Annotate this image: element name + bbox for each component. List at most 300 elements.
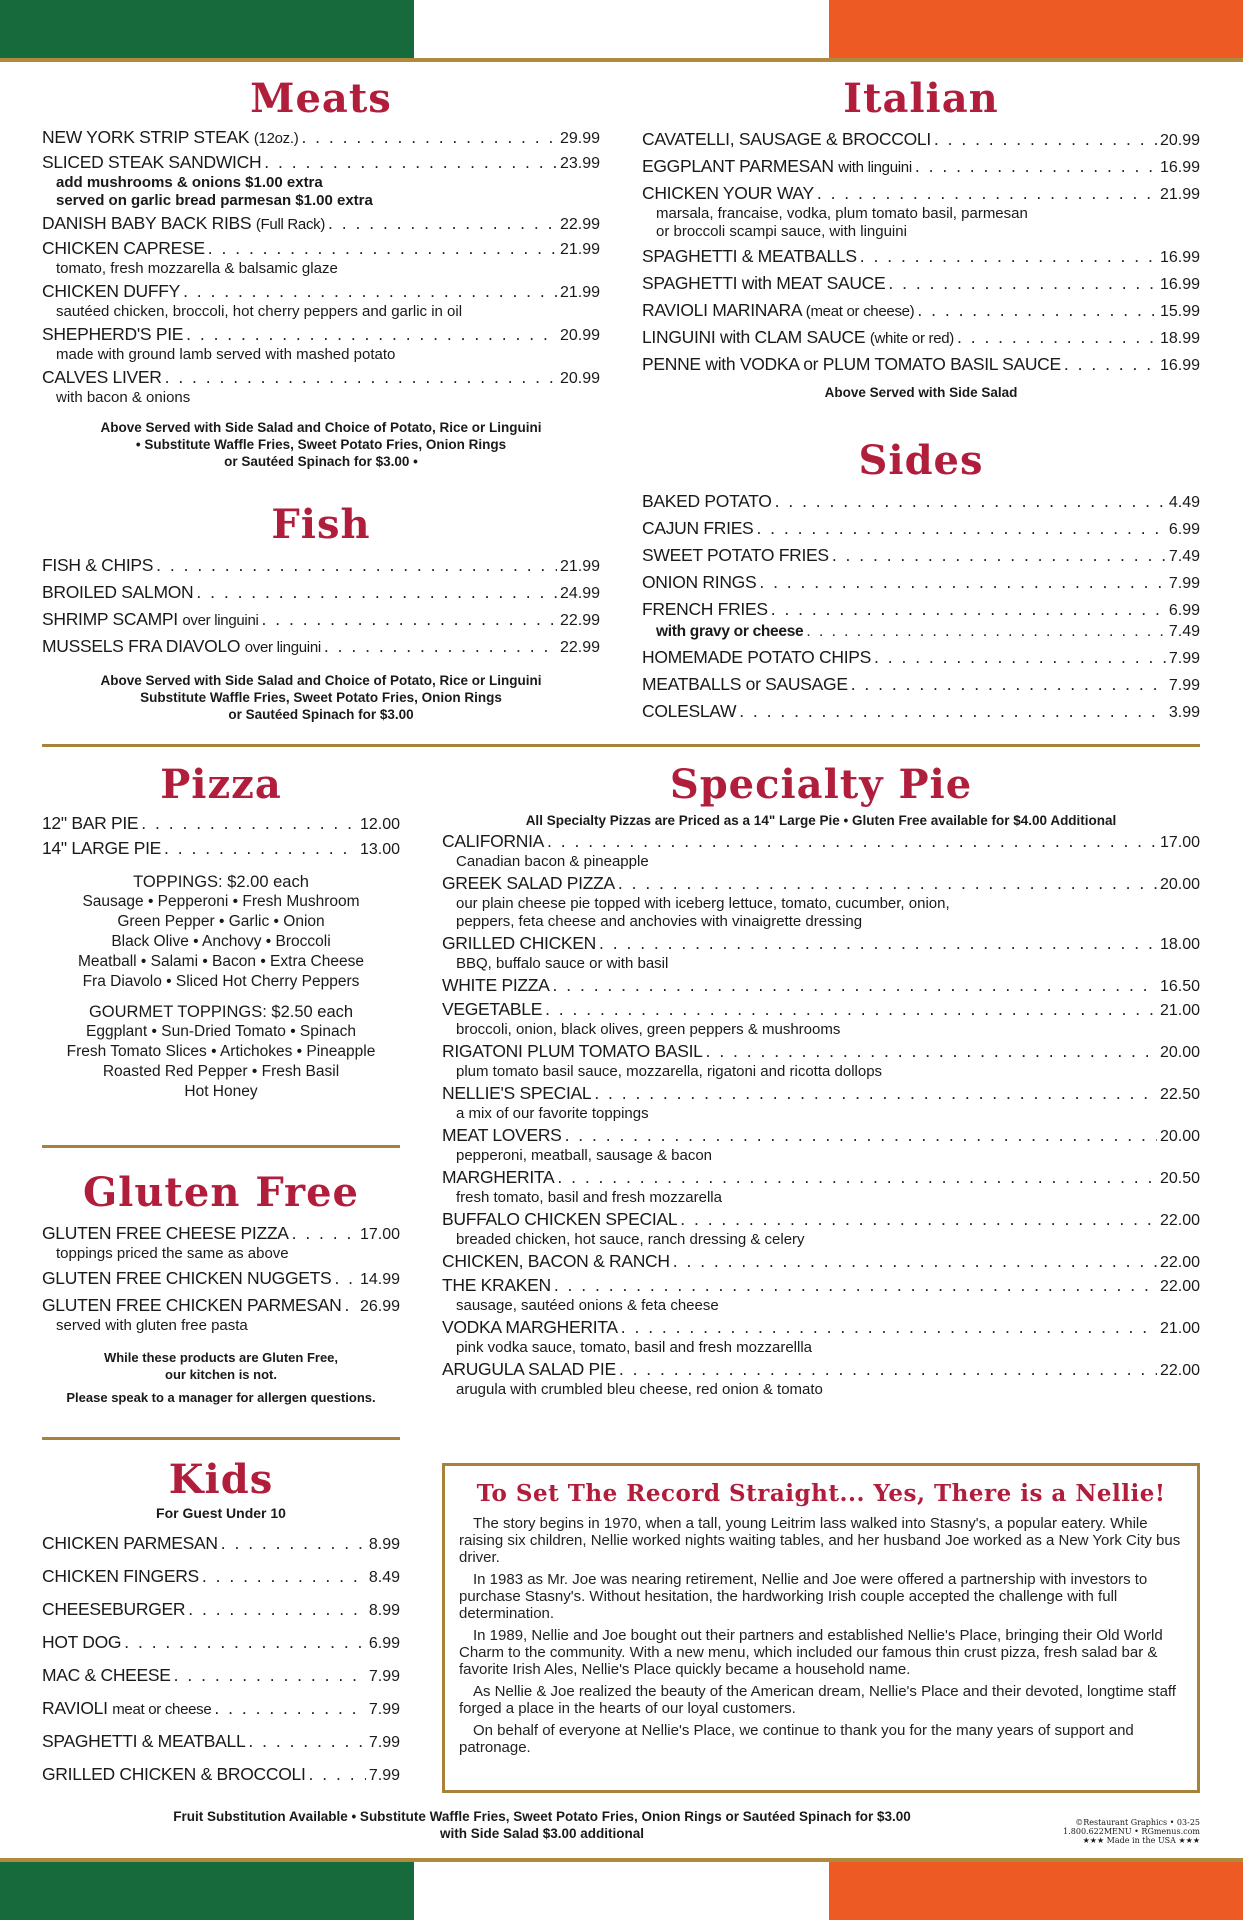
item-price: 16.99 [1159,159,1200,176]
item-name-text: GRILLED CHICKEN & BROCCOLI [42,1764,306,1784]
item-note: (Full Rack) [255,216,326,233]
item-name-text: 12" BAR PIE [42,813,139,833]
item-name [642,647,871,668]
item-price: 24.99 [559,585,600,602]
item-price: 20.99 [1159,132,1200,149]
text-line: • Substitute Waffle Fries, Sweet Potato Fries, Onion Rings [135,437,507,452]
dot-leader [771,599,1166,620]
item-price: 6.99 [1168,602,1200,619]
item-price: 20.00 [1159,1044,1200,1061]
dot-leader [264,152,557,173]
item-price: 22.50 [1159,1086,1200,1103]
menu-item [42,213,600,235]
text-line: or Sautéed Spinach for $3.00 [228,707,414,722]
item-name [642,183,814,204]
menu-item [442,1209,1200,1231]
text-line: Above Served with Side Salad and Choice of Potato, Rice or Linguini [100,420,542,435]
item-name-text: HOMEMADE POTATO CHIPS [642,647,872,667]
sides-section [642,436,1200,723]
item-name [42,1268,331,1289]
item-name [442,873,615,894]
item-name-text: RAVIOLI [42,1698,108,1718]
menu-item [42,1268,400,1290]
menu-item [42,324,600,346]
dot-leader [759,572,1166,593]
gourmet-label: GOURMET TOPPINGS: [88,1003,267,1021]
item-name [442,1359,616,1380]
toppings-list [42,892,400,992]
dot-leader [301,127,557,148]
item-price: 14.99 [359,1271,400,1288]
flag-banner-bottom [0,1858,1243,1920]
menu-item [442,933,1200,955]
item-name [42,555,153,576]
item-price: 22.99 [559,216,600,233]
dot-leader [554,1275,1157,1296]
item-name-text: ARUGULA SALAD PIE [442,1359,616,1379]
item-name-text: CHICKEN YOUR WAY [642,183,814,203]
menu-item [442,975,1200,997]
item-price: 7.99 [1168,650,1200,667]
dot-leader [248,1731,365,1752]
item-name [42,1223,289,1244]
item-price: 21.99 [559,241,600,258]
italian-section [642,74,1200,401]
text-line: Meatball • Salami • Bacon • Extra Cheese [78,953,364,970]
item-name [442,1317,618,1338]
menu-item [42,1533,400,1555]
sides-title: Sides [858,437,984,484]
divider [42,744,1200,747]
menu-item [42,1665,400,1687]
item-name-text: MUSSELS FRA DIAVOLO [42,636,241,656]
item-price: 6.99 [368,1635,400,1652]
item-price: 21.99 [559,284,600,301]
italian-note: Above Served with Side Salad [824,385,1018,400]
item-name [642,129,931,150]
item-name [42,281,180,302]
toppings-header [42,872,400,892]
item-name [42,838,161,859]
item-name-text: BAKED POTATO [642,491,772,511]
item-description: sautéed chicken, broccoli, hot cherry peppers and garlic in oil [56,303,463,320]
item-name [656,621,803,642]
dot-leader [547,831,1157,852]
menu-item [642,129,1200,151]
dot-leader [860,246,1157,267]
item-price: 21.00 [1159,1002,1200,1019]
item-price: 20.99 [559,370,600,387]
menu-item [42,1599,400,1621]
menu-item [642,300,1200,322]
item-name-text: RAVIOLI MARINARA [642,300,802,320]
item-name-text: MARGHERITA [442,1167,555,1187]
menu-item [642,156,1200,178]
kids-title: Kids [168,1456,274,1503]
item-name-text: SHEPHERD'S PIE [42,324,184,344]
dot-leader [917,300,1157,321]
item-description: toppings priced the same as above [56,1245,289,1262]
meats-section [42,74,600,470]
text-line: While these products are Gluten Free, [103,1350,339,1365]
footer-line-1: Fruit Substitution Available • Substitute Waffle Fries, Sweet Potato Fries, Onion Rings or Sautéed Spinach for $3.00 [173,1809,911,1824]
item-description: fresh tomato, basil and fresh mozzarella [456,1189,722,1206]
item-price: 16.99 [1159,249,1200,266]
dot-leader [262,609,557,630]
menu-item [642,647,1200,669]
dot-leader [183,281,557,302]
item-price: 20.50 [1159,1170,1200,1187]
menu-item [42,152,600,174]
italian-title: Italian [843,75,999,122]
item-price: 12.00 [359,816,400,833]
text-line: Hot Honey [184,1083,258,1100]
item-description: with bacon & onions [56,389,191,406]
item-description: our plain cheese pie topped with iceberg lettuce, tomato, cucumber, onion, [456,895,950,912]
flag-banner-top [0,0,1243,62]
item-description: served on garlic bread parmesan $1.00 extra [56,192,373,209]
menu-item [442,1167,1200,1189]
item-price: 6.99 [1168,521,1200,538]
item-price: 7.99 [1168,677,1200,694]
item-name [442,999,542,1020]
text-line: Green Pepper • Garlic • Onion [117,913,325,930]
gourmet-price: $2.50 each [271,1003,354,1021]
item-name-text: HOT DOG [42,1632,122,1652]
menu-item [42,582,600,604]
item-price: 7.99 [368,1701,400,1718]
dot-leader [1064,354,1157,375]
item-name-text: VEGETABLE [442,999,543,1019]
menu-item [42,1566,400,1588]
item-name [42,813,138,834]
item-name [642,354,1061,375]
menu-item [642,327,1200,349]
sides-list [642,491,1200,723]
menu-item [42,1698,400,1720]
menu-item [42,127,600,149]
item-name-text: VODKA MARGHERITA [442,1317,618,1337]
text-line: Substitute Waffle Fries, Sweet Potato Fries, Onion Rings [140,690,502,705]
item-name [42,1731,245,1752]
dot-leader [186,324,557,345]
text-line: Fresh Tomato Slices • Artichokes • Pineapple [66,1043,376,1060]
item-description: plum tomato basil sauce, mozzarella, rigatoni and ricotta dollops [456,1063,883,1080]
item-name [442,1209,677,1230]
item-name [42,1632,121,1653]
item-note: over linguini [244,639,321,656]
item-description: marsala, francaise, vodka, plum tomato basil, parmesan [656,205,1028,222]
item-name-text: 14" LARGE PIE [42,838,162,858]
italian-list [642,129,1200,376]
menu-item [642,599,1200,621]
item-name-text: GRILLED CHICKEN [442,933,597,953]
item-name-text: PENNE with VODKA or PLUM TOMATO BASIL SAUCE [642,354,1061,374]
item-price: 26.99 [359,1298,400,1315]
menu-item [42,238,600,260]
dot-leader [680,1209,1157,1230]
item-description: broccoli, onion, black olives, green peppers & mushrooms [456,1021,841,1038]
menu-item [442,1083,1200,1105]
item-description: pink vodka sauce, tomato, basil and fresh mozzarellla [456,1339,813,1356]
item-price: 22.00 [1159,1278,1200,1295]
menu-item [42,555,600,577]
menu-item [442,999,1200,1021]
menu-item [442,1041,1200,1063]
story-body [459,1515,1183,1756]
pizza-title: Pizza [160,761,282,808]
fish-section [42,500,600,723]
item-name [42,1533,218,1554]
fish-list [42,555,600,658]
divider [42,1145,400,1148]
menu-item [642,183,1200,205]
dot-leader [309,1764,366,1785]
dot-leader [817,183,1157,204]
menu-item [642,674,1200,696]
text-line: Black Olive • Anchovy • Broccoli [111,933,331,950]
item-description: BBQ, buffalo sauce or with basil [456,955,669,972]
menu-item [42,1295,400,1317]
dot-leader [775,491,1166,512]
dot-leader [594,1083,1157,1104]
dot-leader [328,213,557,234]
item-name-text: SPAGHETTI & MEATBALL [42,1731,246,1751]
item-name [642,327,954,349]
item-price: 8.49 [368,1569,400,1586]
dot-leader [164,838,357,859]
dot-leader [874,647,1166,668]
menu-item [442,1275,1200,1297]
item-description: a mix of our favorite toppings [456,1105,649,1122]
dot-leader [565,1125,1157,1146]
item-name-text: SHRIMP SCAMPI [42,609,178,629]
item-name-text: CALVES LIVER [42,367,162,387]
item-name-text: CAVATELLI, SAUSAGE & BROCCOLI [642,129,931,149]
item-price: 7.49 [1168,548,1200,565]
dot-leader [619,1359,1157,1380]
dot-leader [208,238,557,259]
dot-leader [673,1251,1157,1272]
item-name-text: CALIFORNIA [442,831,545,851]
item-price: 21.99 [559,558,600,575]
gluten-free-section [42,1168,400,1406]
item-name-text: SWEET POTATO FRIES [642,545,829,565]
story-paragraph: The story begins in 1970, when a tall, young Leitrim lass walked into Stasny's, a popular eatery. While raising six children, Nellie worked nights waiting tables, and her husband Joe worked as a New York City bus driver. [459,1515,1181,1566]
item-name-text: GLUTEN FREE CHICKEN PARMESAN [42,1295,342,1315]
menu-item [42,1223,400,1245]
menu-item [642,491,1200,513]
item-name-text: SLICED STEAK SANDWICH [42,152,262,172]
printer-credit [1040,1818,1200,1845]
menu-item [442,1317,1200,1339]
item-price: 23.99 [559,155,600,172]
menu-item [642,621,1200,642]
item-name-text: DANISH BABY BACK RIBS [42,213,252,233]
item-name [42,609,259,631]
dot-leader [557,1167,1157,1188]
item-name [642,300,914,322]
dot-leader [124,1632,366,1653]
specialty-note: All Specialty Pizzas are Priced as a 14" Large Pie • Gluten Free available for $4.00 Additional [525,813,1117,828]
dot-leader [156,555,557,576]
pizza-list [42,813,400,860]
item-name [42,127,298,149]
dot-leader [832,545,1166,566]
item-price: 7.99 [368,1668,400,1685]
menu-item [642,246,1200,268]
item-description: add mushrooms & onions $1.00 extra [56,174,323,191]
item-name-text: SPAGHETTI with MEAT SAUCE [642,273,886,293]
menu-item [642,354,1200,376]
footer-note [42,1808,1042,1842]
item-price: 22.00 [1159,1254,1200,1271]
item-name-text: BUFFALO CHICKEN SPECIAL [442,1209,678,1229]
pizza-section [42,760,400,1102]
item-price: 3.99 [1168,704,1200,721]
dot-leader [345,1295,357,1316]
story-paragraph: As Nellie & Joe realized the beauty of the American dream, Nellie's Place and their devoted, longtime staff forged a place in the hearts of our loyal customers. [459,1683,1176,1717]
item-name [642,246,857,267]
item-name [42,152,261,173]
item-name-text: GREEK SALAD PIZZA [442,873,615,893]
item-name-text: WHITE PIZZA [442,975,550,995]
item-name [42,1295,342,1316]
item-name-text: EGGPLANT PARMESAN [642,156,834,176]
kids-subtitle: For Guest Under 10 [156,1505,286,1521]
credit-line-3: ★★★ Made in the USA ★★★ [1082,1836,1200,1845]
item-price: 22.99 [559,639,600,656]
item-name [642,572,756,593]
item-name [442,1275,551,1296]
item-name-text: CHEESEBURGER [42,1599,186,1619]
dot-leader [934,129,1157,150]
item-name-text: with gravy or cheese [656,623,804,640]
item-name [442,831,544,852]
gourmet-list [42,1022,400,1102]
dot-leader [618,873,1157,894]
item-name [642,491,772,512]
item-price: 21.99 [1159,186,1200,203]
menu-item [42,636,600,658]
menu-item [42,281,600,303]
dot-leader [188,1599,366,1620]
story-paragraph: In 1989, Nellie and Joe bought out their partners and established Nellie's Place, bringing their Old World Charm to the community. With a new menu, which included our famous thin crust pizza, fresh salad bar & favorite Irish Ales, Nellie's Place quickly became a household name. [459,1627,1163,1678]
item-note: with linguini [838,159,912,176]
item-price: 18.99 [1159,330,1200,347]
item-name-text: CAJUN FRIES [642,518,754,538]
item-name [642,599,768,620]
story-paragraph: In 1983 as Mr. Joe was nearing retirement, Nellie and Joe were offered a partnership with investors to purchase Stasny's. Without hesitation, the hardworking Irish couple accepted the challenge with full determination. [459,1571,1148,1622]
gluten-free-list [42,1223,400,1335]
item-name [42,1764,306,1785]
item-name [42,1698,211,1720]
item-name [42,324,183,345]
item-price: 13.00 [359,841,400,858]
item-description: served with gluten free pasta [56,1317,248,1334]
item-name-text: LINGUINI with CLAM SAUCE [642,327,866,347]
dot-leader [915,156,1157,177]
allergen-note: Please speak to a manager for allergen questions. [66,1390,376,1405]
fish-title: Fish [271,501,371,548]
item-name [42,213,325,235]
item-name [442,975,550,996]
item-price: 17.00 [1159,834,1200,851]
footer-line-2: with Side Salad $3.00 additional [439,1826,645,1841]
item-name [642,273,885,294]
menu-item [42,838,400,860]
item-name [42,1566,199,1587]
item-name [442,1125,562,1146]
item-name [642,545,829,566]
specialty-list [442,831,1200,1399]
story-title: To Set The Record Straight... Yes, There is a Nellie! [476,1480,1166,1507]
item-name [442,1167,554,1188]
item-name-text: CHICKEN CAPRESE [42,238,205,258]
dot-leader [806,621,1166,642]
item-name-text: GLUTEN FREE CHICKEN NUGGETS [42,1268,332,1288]
item-name-text: ONION RINGS [642,572,757,592]
menu-item [42,813,400,835]
item-note: meat or cheese [112,1701,212,1718]
menu-item [642,518,1200,540]
text-line: our kitchen is not. [165,1367,277,1382]
item-price: 16.50 [1159,978,1200,995]
kids-list [42,1533,400,1786]
item-name-text: CHICKEN DUFFY [42,281,181,301]
meats-list [42,127,600,407]
dot-leader [957,327,1157,348]
item-price: 7.99 [368,1767,400,1784]
item-name-text: COLESLAW [642,701,737,721]
specialty-section [442,760,1200,1399]
item-name [42,1599,185,1620]
menu-item [642,273,1200,295]
menu-item [42,1632,400,1654]
item-price: 7.49 [1168,623,1200,640]
item-price: 20.00 [1159,1128,1200,1145]
item-name [642,156,912,178]
fish-note [42,672,600,723]
dot-leader [739,701,1166,722]
item-name-text: FRENCH FRIES [642,599,768,619]
item-name-text: RIGATONI PLUM TOMATO BASIL [442,1041,703,1061]
item-price: 18.00 [1159,936,1200,953]
item-name-text: CHICKEN PARMESAN [42,1533,218,1553]
item-price: 16.99 [1159,357,1200,374]
item-description: peppers, feta cheese and anchovies with vinaigrette dressing [456,913,863,930]
item-price: 20.00 [1159,876,1200,893]
menu-item [642,545,1200,567]
item-note: (12oz.) [253,130,299,147]
item-name-text: FISH & CHIPS [42,555,154,575]
dot-leader [202,1566,366,1587]
dot-leader [221,1533,366,1554]
dot-leader [545,999,1157,1020]
item-name-text: MEATBALLS or SAUSAGE [642,674,848,694]
menu-item [442,1125,1200,1147]
menu-item [442,1251,1200,1273]
item-price: 8.99 [368,1602,400,1619]
dot-leader [174,1665,366,1686]
item-name-text: CHICKEN, BACON & RANCH [442,1251,670,1271]
divider [42,1437,400,1440]
item-name [442,1251,670,1272]
item-note: over linguini [182,612,259,629]
item-name-text: CHICKEN FINGERS [42,1566,199,1586]
dot-leader [599,933,1157,954]
menu-item [42,1731,400,1753]
